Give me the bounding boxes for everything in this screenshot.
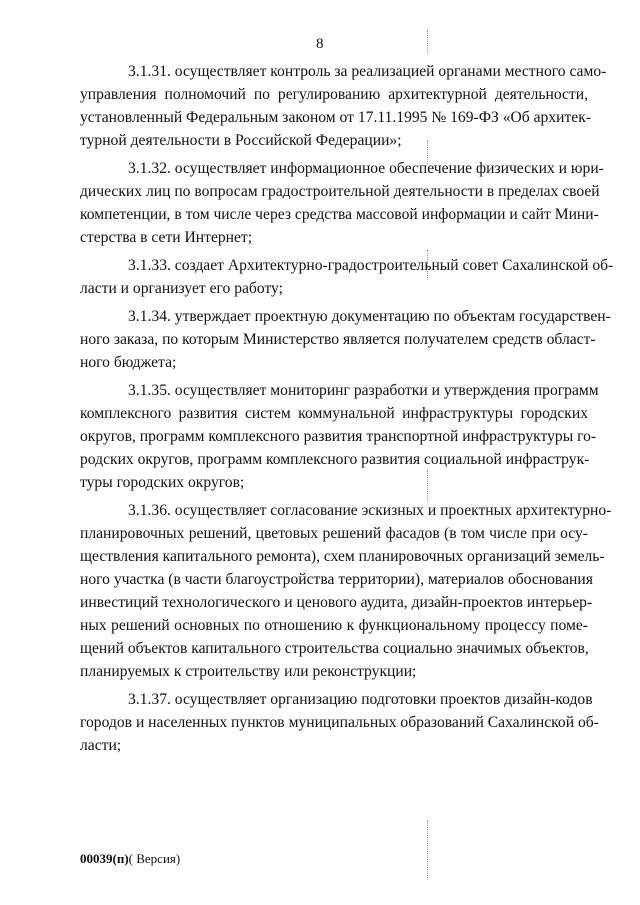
clause-line: дических лиц по вопросам градостроительной деятельности в пределах своей bbox=[80, 183, 600, 200]
clause-3-1-35 bbox=[80, 379, 599, 494]
clause-line: ного заказа, по которым Министерство является получателем средств област- bbox=[80, 331, 596, 348]
clause-line: округов, программ комплексного развития транспортной инфраструктуры го- bbox=[80, 428, 597, 445]
page-number: 8 bbox=[316, 36, 324, 52]
scan-artifact-line bbox=[427, 820, 428, 880]
clause-line: 3.1.37. осуществляет организацию подготовки проектов дизайн-кодов bbox=[128, 691, 593, 708]
clause-3-1-31 bbox=[80, 60, 607, 152]
clause-3-1-32 bbox=[80, 157, 604, 249]
clause-3-1-33 bbox=[80, 254, 614, 300]
clause-line: планируемых к строительству или реконструкции; bbox=[80, 663, 417, 680]
clause-line: комплексного развития систем коммунальной инфраструктуры городских bbox=[80, 405, 588, 422]
document-body bbox=[80, 60, 614, 762]
clause-line: турной деятельности в Российской Федерации»; bbox=[80, 132, 402, 149]
scan-artifact-line bbox=[427, 470, 428, 500]
clause-line: ществления капитального ремонта), схем планировочных организаций земель- bbox=[80, 548, 605, 565]
scan-artifact-line bbox=[427, 30, 428, 52]
clause-line: установленный Федеральным законом от 17.11.1995 № 169-ФЗ «Об архитек- bbox=[80, 109, 591, 126]
clause-line: 3.1.34. утверждает проектную документацию по объектам государствен- bbox=[128, 308, 611, 325]
scan-artifact-line bbox=[427, 250, 428, 280]
footer-doc-code: 00039(п) bbox=[80, 851, 129, 866]
clause-3-1-37 bbox=[80, 688, 599, 757]
clause-line: ласти; bbox=[80, 737, 122, 754]
document-footer-code bbox=[80, 851, 180, 867]
clause-line: ных решений основных по отношению к функциональному процессу поме- bbox=[80, 617, 588, 634]
clause-line: управления полномочий по регулированию архитектурной деятельности, bbox=[80, 86, 588, 103]
clause-line: 3.1.31. осуществляет контроль за реализацией органами местного само- bbox=[128, 63, 607, 80]
clause-line: 3.1.32. осуществляет информационное обеспечение физических и юри- bbox=[128, 160, 604, 177]
clause-line: родских округов, программ комплексного развития социальной инфраструк- bbox=[80, 451, 590, 468]
clause-line: щений объектов капитального строительства социально значимых объектов, bbox=[80, 640, 589, 657]
clause-line: 3.1.36. осуществляет согласование эскизных и проектных архитектурно- bbox=[128, 502, 612, 519]
clause-3-1-36 bbox=[80, 499, 612, 683]
clause-line: городов и населенных пунктов муниципальных образований Сахалинской об- bbox=[80, 714, 599, 731]
clause-line: 3.1.35. осуществляет мониторинг разработки и утверждения программ bbox=[128, 382, 599, 399]
clause-line: стерства в сети Интернет; bbox=[80, 229, 253, 246]
clause-line: туры городских округов; bbox=[80, 474, 245, 491]
clause-line: ного участка (в части благоустройства территории), материалов обоснования bbox=[80, 571, 593, 588]
clause-line: инвестиций технологического и ценового аудита, дизайн-проектов интерьер- bbox=[80, 594, 593, 611]
clause-line: компетенции, в том числе через средства массовой информации и сайт Мини- bbox=[80, 206, 599, 223]
clause-line: 3.1.33. создает Архитектурно-градостроительный совет Сахалинской об- bbox=[128, 257, 614, 274]
scan-artifact-line bbox=[427, 140, 428, 164]
clause-line: планировочных решений, цветовых решений фасадов (в том числе при осу- bbox=[80, 525, 588, 542]
footer-version-label: ( Версия) bbox=[128, 851, 181, 866]
clause-line: ного бюджета; bbox=[80, 354, 177, 371]
clause-line: ласти и организует его работу; bbox=[80, 280, 283, 297]
clause-3-1-34 bbox=[80, 305, 611, 374]
